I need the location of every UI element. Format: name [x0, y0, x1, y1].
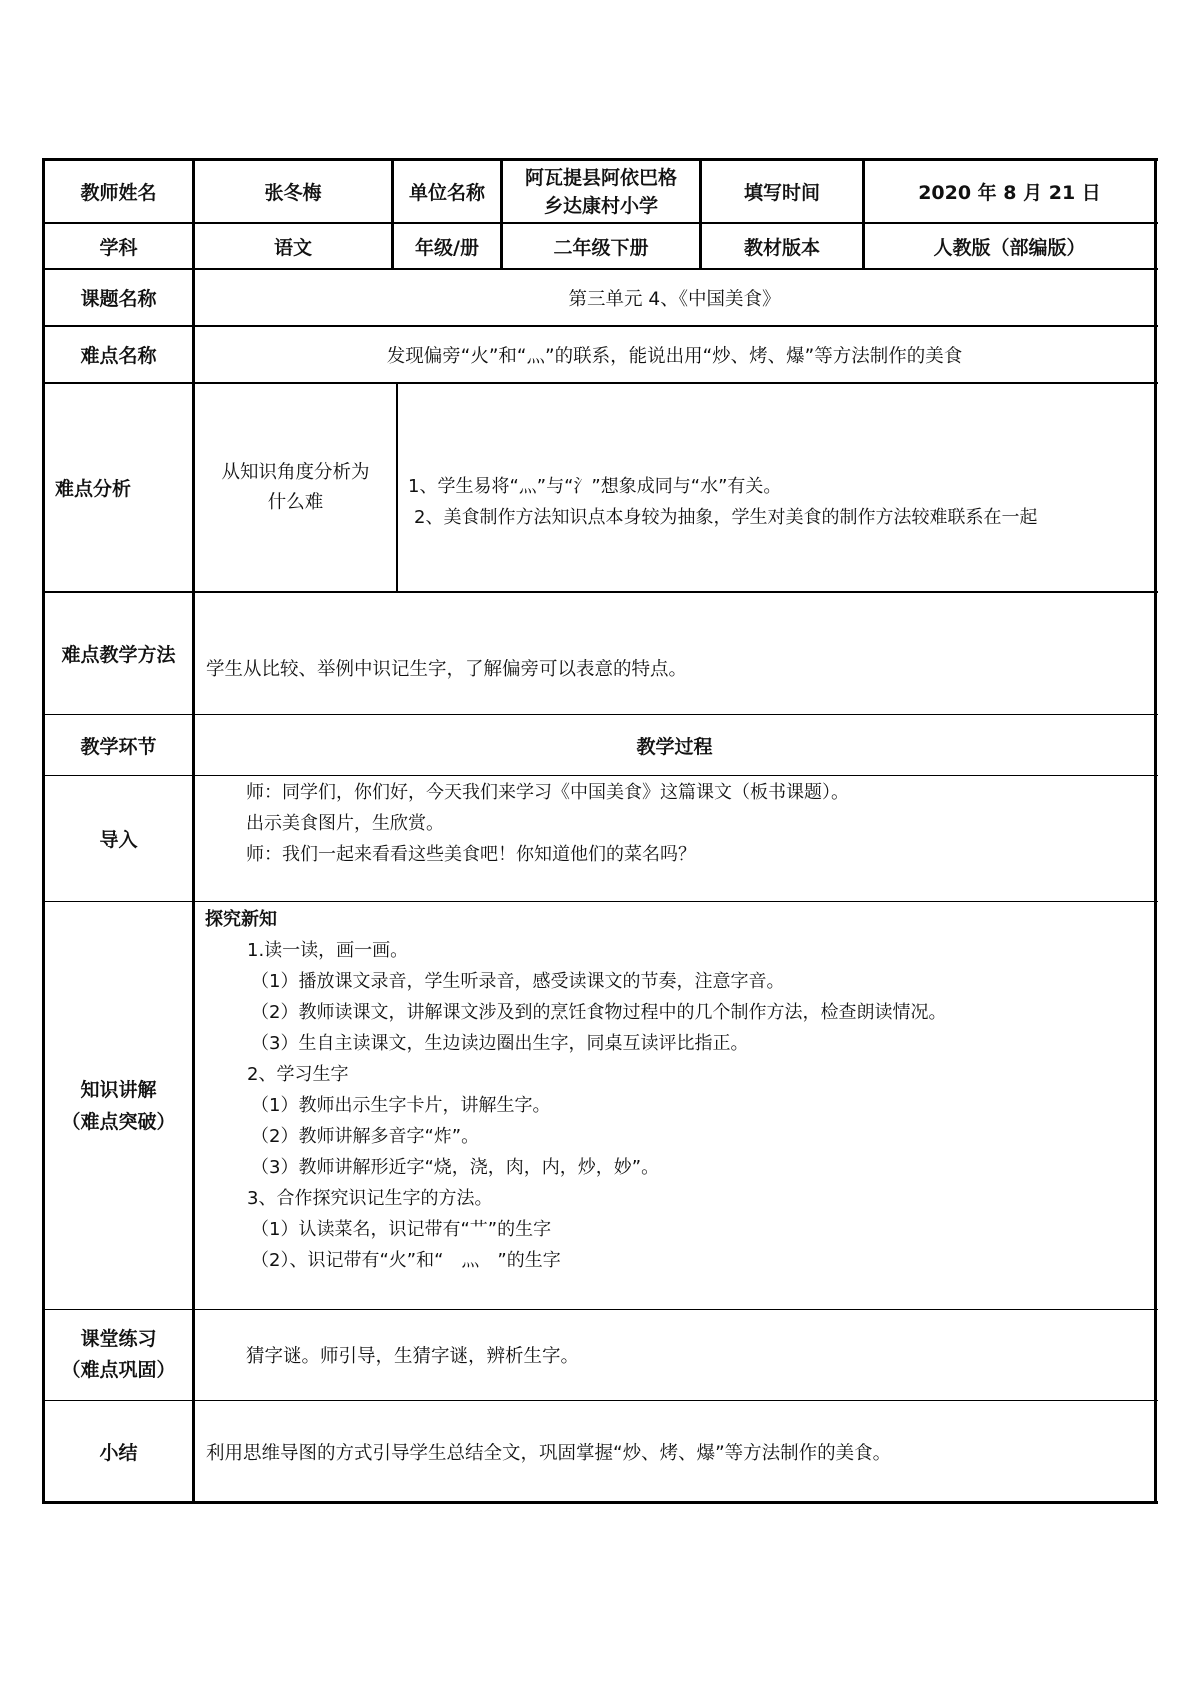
practice-value: 猜字谜。师引导，生猜字谜，辨析生字。	[246, 1346, 580, 1367]
analysis-points	[408, 471, 1037, 533]
intro-line: 出示美食图片，生欣赏。	[246, 813, 444, 834]
knowledge-label-line: （难点突破）	[61, 1110, 176, 1133]
knowledge-line: （1）认读菜名，识记带有“艹”的生字	[251, 1219, 552, 1240]
table-border	[43, 775, 1158, 776]
knowledge-line: （1）播放课文录音，学生听录音，感受读课文的节奏，注意字音。	[251, 971, 785, 992]
knowledge-line: 2、学习生字	[247, 1064, 349, 1085]
topic-label: 课题名称	[80, 288, 157, 310]
knowledge-line: （1）教师出示生字卡片，讲解生字。	[251, 1095, 551, 1116]
subject-label: 学科	[99, 236, 138, 259]
knowledge-line: （3）生自主读课文，生边读边圈出生字，同桌互读评比指正。	[251, 1033, 749, 1054]
edition-value: 人教版（部编版）	[933, 236, 1086, 259]
grade-label: 年级/册	[415, 236, 479, 259]
method-value: 学生从比较、举例中识记生字，了解偏旁可以表意的特点。	[206, 659, 688, 680]
process-section-label: 教学环节	[80, 735, 157, 758]
unit-name-value	[503, 161, 699, 222]
practice-label	[45, 1310, 192, 1400]
topic-value: 第三单元 4、《中国美食》	[568, 288, 781, 310]
table-border	[1154, 158, 1157, 1504]
table-border	[396, 382, 398, 593]
table-border	[43, 1309, 1158, 1310]
edition-label: 教材版本	[743, 236, 820, 259]
teacher-name-value: 张冬梅	[264, 182, 322, 204]
table-border	[43, 1501, 1158, 1504]
intro-label: 导入	[99, 829, 138, 851]
knowledge-line: 3、合作探究识记生字的方法。	[247, 1188, 493, 1209]
summary-label: 小结	[99, 1441, 138, 1464]
intro-line: 师：我们一起来看看这些美食吧！你知道他们的菜名吗？	[246, 844, 696, 865]
unit-name-line: 乡达康村小学	[543, 194, 658, 217]
grade-value: 二年级下册	[553, 236, 649, 259]
knowledge-line: （2）教师讲解多音字“炸”。	[251, 1126, 480, 1147]
knowledge-line: （3）教师讲解形近字“烧，浇，肉，内，炒，妙”。	[251, 1157, 660, 1178]
knowledge-lines	[205, 904, 946, 1276]
table-border	[43, 591, 1158, 593]
knowledge-label-line: 知识讲解	[80, 1078, 157, 1101]
knowledge-line: （2）教师读课文，讲解课文涉及到的烹饪食物过程中的几个制作方法，检查朗读情况。	[251, 1002, 947, 1023]
practice-label-line: 课堂练习	[80, 1328, 157, 1350]
summary-value: 利用思维导图的方式引导学生总结全文，巩固掌握“炒、烤、爆”等方法制作的美食。	[206, 1443, 892, 1464]
table-border	[43, 901, 1158, 902]
table-border	[43, 1400, 1158, 1401]
knowledge-heading: 探究新知	[205, 909, 277, 930]
intro-line: 师：同学们，你们好，今天我们来学习《中国美食》这篇课文（板书课题）。	[246, 782, 849, 803]
subject-value: 语文	[273, 236, 312, 259]
analysis-sublabel-line: 什么难	[267, 491, 324, 513]
analysis-point: 2、美食制作方法知识点本身较为抽象，学生对美食的制作方法较难联系在一起	[414, 507, 1038, 528]
fill-date-value: 2020 年 8 月 21 日	[918, 182, 1101, 204]
unit-name-label: 单位名称	[408, 182, 485, 204]
process-section-title: 教学过程	[636, 735, 713, 758]
knowledge-line: 1.读一读，画一画。	[247, 940, 409, 961]
practice-label-line: （难点巩固）	[61, 1359, 176, 1381]
difficulty-value: 发现偏旁“火”和“灬”的联系，能说出用“炒、烤、爆”等方法制作的美食	[386, 345, 963, 367]
unit-name-line: 阿瓦提县阿依巴格	[524, 166, 677, 189]
knowledge-line: （2）、识记带有“火”和“ 灬 ”的生字	[251, 1250, 561, 1271]
fill-date-label: 填写时间	[743, 182, 820, 204]
intro-lines	[246, 777, 849, 870]
teacher-name-label: 教师姓名	[80, 182, 157, 204]
analysis-sublabel-line: 从知识角度分析为	[221, 461, 370, 483]
analysis-label: 难点分析	[55, 478, 132, 500]
method-label: 难点教学方法	[61, 644, 176, 666]
knowledge-label	[45, 902, 192, 1309]
analysis-sublabel	[195, 384, 396, 591]
difficulty-label: 难点名称	[80, 345, 157, 367]
analysis-point: 1、学生易将“灬”与“氵”想象成同与“水”有关。	[408, 476, 782, 497]
